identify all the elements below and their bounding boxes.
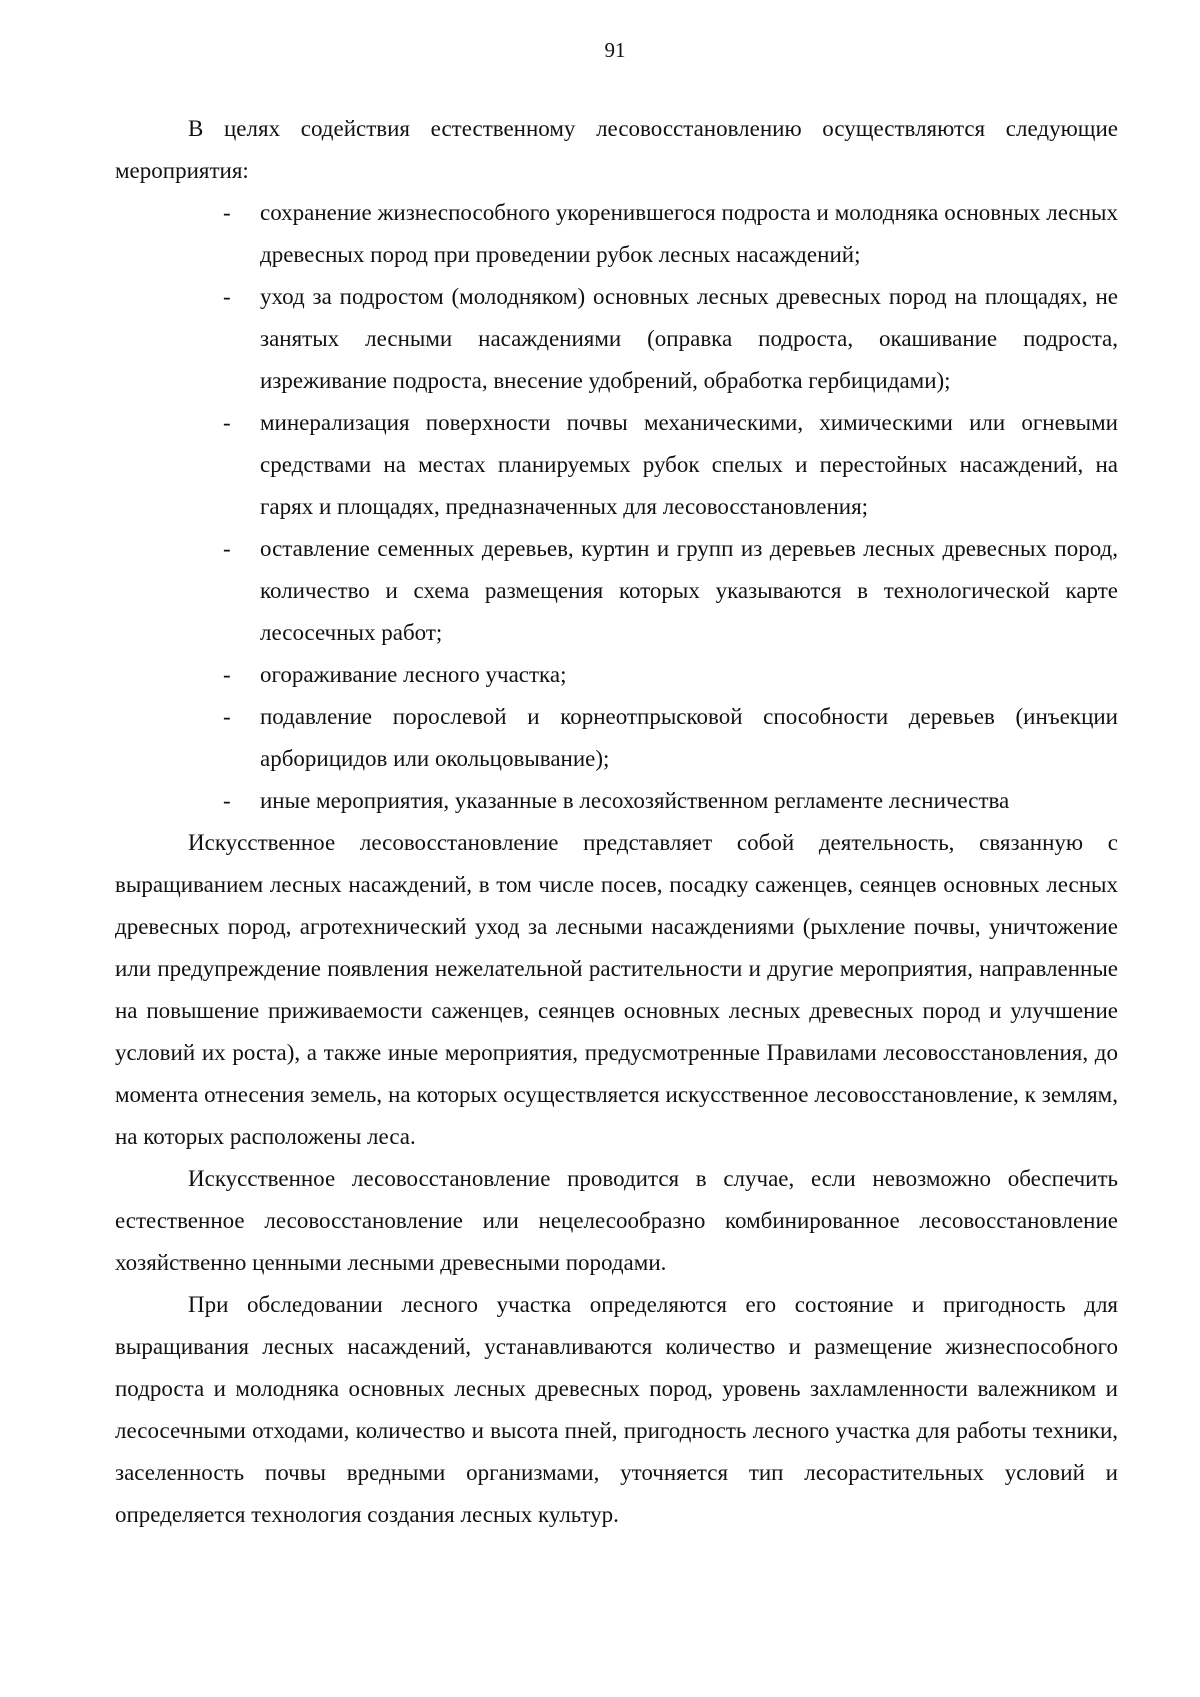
list-item-text: подавление порослевой и корнеотпрысковой способности деревьев (инъекции арборицидов или окольцовывание);	[260, 704, 1118, 771]
document-body	[115, 108, 1118, 1536]
list-item	[223, 654, 1118, 696]
dash-bullet: -	[223, 704, 231, 729]
dash-bullet: -	[223, 788, 231, 813]
intro-paragraph: В целях содействия естественному лесовосстановлению осуществляются следующие мероприятия:	[115, 116, 1118, 183]
measures-list	[115, 192, 1118, 822]
dash-bullet: -	[223, 662, 231, 687]
dash-bullet: -	[223, 200, 231, 225]
list-item	[223, 192, 1118, 276]
dash-bullet: -	[223, 410, 231, 435]
list-item-text: оставление семенных деревьев, куртин и групп из деревьев лесных древесных пород, количество и схема размещения которых указываются в технологической карте лесосечных работ;	[260, 536, 1118, 645]
list-item	[223, 276, 1118, 402]
list-item	[223, 528, 1118, 654]
list-item	[223, 780, 1118, 822]
list-item	[223, 402, 1118, 528]
list-item-text: уход за подростом (молодняком) основных лесных древесных пород на площадях, не занятых лесными насаждениями (оправка подроста, окашивание подроста, изреживание подроста, внесение удобрений, обработка гербицидами);	[260, 284, 1118, 393]
list-item-text: иные мероприятия, указанные в лесохозяйственном регламенте лесничества	[260, 788, 1010, 813]
page-number: 91	[604, 38, 626, 62]
body-paragraph-artificial-reforestation: Искусственное лесовосстановление представляет собой деятельность, связанную с выращиванием лесных насаждений, в том числе посев, посадку саженцев, сеянцев основных лесных древесных пород, агротехнический уход за лесными насаждениями (рыхление почвы, уничтожение или предупреждение появления нежелательной растительности и другие мероприятия, направленные на повышение приживаемости саженцев, сеянцев основных лесных древесных пород и улучшение условий их роста), а также иные мероприятия, предусмотренные Правилами лесовосстановления, до момента отнесения земель, на которых осуществляется искусственное лесовосстановление, к землям, на которых расположены леса.	[115, 830, 1118, 1149]
list-item-text: минерализация поверхности почвы механическими, химическими или огневыми средствами на местах планируемых рубок спелых и перестойных насаждений, на гарях и площадях, предназначенных для лесовосстановления;	[260, 410, 1118, 519]
list-item	[223, 696, 1118, 780]
dash-bullet: -	[223, 536, 231, 561]
dash-bullet: -	[223, 284, 231, 309]
body-paragraph-when-conducted: Искусственное лесовосстановление проводится в случае, если невозможно обеспечить естественное лесовосстановление или нецелесообразно комбинированное лесовосстановление хозяйственно ценными лесными древесными породами.	[115, 1166, 1118, 1275]
body-paragraph-site-survey: При обследовании лесного участка определяются его состояние и пригодность для выращивания лесных насаждений, устанавливаются количество и размещение жизнеспособного подроста и молодняка основных лесных древесных пород, уровень захламленности валежником и лесосечными отходами, количество и высота пней, пригодность лесного участка для работы техники, заселенность почвы вредными организмами, уточняется тип лесорастительных условий и определяется технология создания лесных культур.	[115, 1292, 1118, 1527]
list-item-text: огораживание лесного участка;	[260, 662, 567, 687]
list-item-text: сохранение жизнеспособного укоренившегося подроста и молодняка основных лесных древесных пород при проведении рубок лесных насаждений;	[260, 200, 1118, 267]
